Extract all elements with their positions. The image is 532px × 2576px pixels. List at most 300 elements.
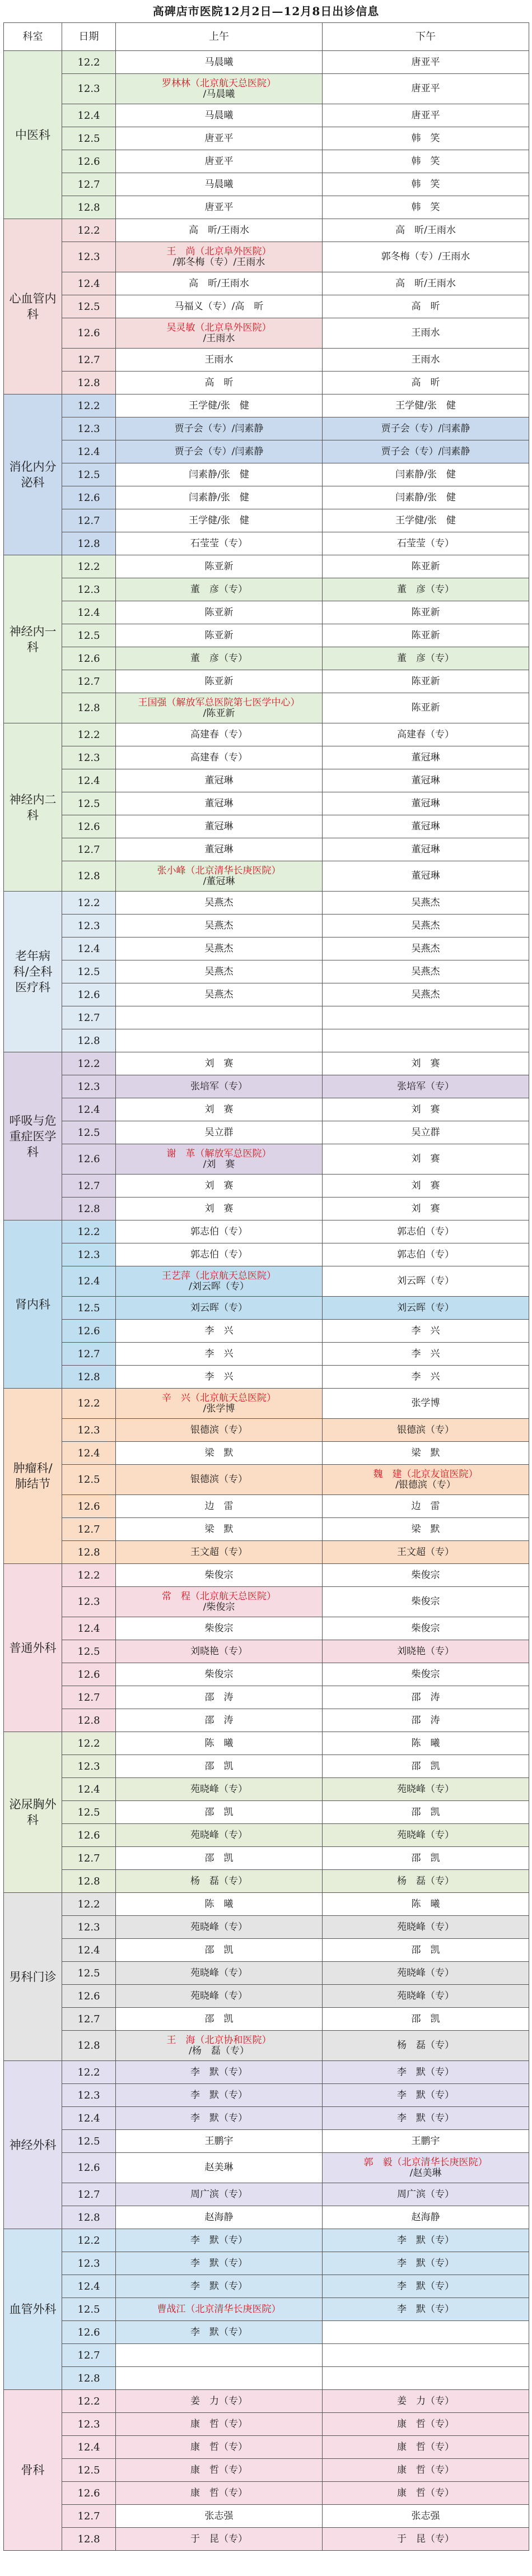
date-cell: 12.2 bbox=[62, 892, 116, 915]
afternoon-cell bbox=[323, 486, 529, 509]
morning-cell bbox=[116, 2153, 323, 2183]
schedule-row bbox=[4, 1518, 529, 1541]
schedule-row bbox=[4, 1732, 529, 1755]
doctor-name: 柴俊宗 bbox=[411, 1668, 440, 1680]
afternoon-cell bbox=[323, 1587, 529, 1617]
afternoon-cell bbox=[323, 1419, 529, 1442]
schedule-row bbox=[4, 792, 529, 815]
schedule-row bbox=[4, 624, 529, 647]
afternoon-cell bbox=[323, 463, 529, 486]
schedule-row bbox=[4, 150, 529, 173]
date-cell: 12.7 bbox=[62, 1343, 116, 1366]
doctor-name: 李 默（专） bbox=[397, 2112, 454, 2124]
morning-cell bbox=[116, 74, 323, 104]
afternoon-cell bbox=[323, 1389, 529, 1419]
afternoon-cell bbox=[323, 1962, 529, 1985]
doctor-name: 刘 赛 bbox=[204, 1103, 234, 1115]
morning-cell bbox=[116, 1587, 323, 1617]
afternoon-cell bbox=[323, 1709, 529, 1732]
date-cell: 12.3 bbox=[62, 1243, 116, 1266]
morning-cell bbox=[116, 815, 323, 838]
doctor-name: 李 兴 bbox=[411, 1325, 440, 1336]
doctor-name: 姜 力（专） bbox=[397, 2395, 454, 2407]
doctor-name: 马福义（专）/高 昕 bbox=[174, 300, 264, 312]
date-cell: 12.8 bbox=[62, 2031, 116, 2061]
doctor-name: 韩 笑 bbox=[411, 201, 440, 213]
doctor-name: 董冠琳 bbox=[411, 797, 440, 809]
doctor-name: 王学健/张 健 bbox=[189, 400, 249, 411]
morning-cell bbox=[116, 1893, 323, 1916]
doctor-name: 闫素静/张 健 bbox=[395, 468, 456, 480]
date-cell: 12.5 bbox=[62, 624, 116, 647]
schedule-row bbox=[4, 2367, 529, 2390]
doctor-name: 姜 力（专） bbox=[190, 2395, 248, 2407]
doctor-name: 梁 默 bbox=[204, 1447, 234, 1459]
date-cell: 12.4 bbox=[62, 1778, 116, 1801]
schedule-row bbox=[4, 1198, 529, 1220]
schedule-row bbox=[4, 2298, 529, 2321]
date-cell: 12.3 bbox=[62, 74, 116, 104]
schedule-row bbox=[4, 838, 529, 861]
morning-cell bbox=[116, 509, 323, 532]
afternoon-cell bbox=[323, 509, 529, 532]
schedule-row bbox=[4, 1006, 529, 1029]
afternoon-cell bbox=[323, 1985, 529, 2008]
morning-cell bbox=[116, 578, 323, 601]
schedule-row bbox=[4, 104, 529, 127]
doctor-name: 高 昕 bbox=[204, 377, 234, 388]
afternoon-cell bbox=[323, 2321, 529, 2344]
schedule-row bbox=[4, 1121, 529, 1144]
doctor-name: 马晨曦 bbox=[204, 109, 234, 121]
schedule-row bbox=[4, 2130, 529, 2153]
doctor-name: 陈 曦 bbox=[411, 1898, 440, 1910]
doctor-name: 董冠琳 bbox=[411, 774, 440, 786]
doctor-name: 陈亚新 bbox=[411, 702, 440, 713]
afternoon-cell bbox=[323, 1075, 529, 1098]
doctor-name: 陈亚新 bbox=[411, 675, 440, 687]
date-cell: 12.7 bbox=[62, 838, 116, 861]
doctor-name: 高建春（专） bbox=[397, 728, 454, 740]
doctor-name: 陈亚新 bbox=[204, 629, 234, 641]
afternoon-cell bbox=[323, 173, 529, 196]
schedule-row bbox=[4, 1587, 529, 1617]
morning-cell bbox=[116, 127, 323, 150]
doctor-name: 邵 涛 bbox=[411, 1691, 440, 1703]
doctor-name: 杨 磊（专） bbox=[397, 1875, 454, 1887]
schedule-row bbox=[4, 861, 529, 892]
doctor-name: 邵 凯 bbox=[204, 1852, 234, 1864]
date-cell: 12.2 bbox=[62, 2061, 116, 2084]
morning-cell bbox=[116, 647, 323, 670]
schedule-row bbox=[4, 1029, 529, 1052]
date-cell: 12.6 bbox=[62, 1320, 116, 1343]
doctor-name: 银德滨（专） bbox=[190, 1474, 248, 1485]
schedule-row bbox=[4, 2390, 529, 2413]
doctor-name: 李 默（专） bbox=[190, 2089, 248, 2101]
doctor-name: 王文超（专） bbox=[190, 1546, 248, 1558]
schedule-row bbox=[4, 2061, 529, 2084]
doctor-name: 边 雷 bbox=[204, 1500, 234, 1512]
doctor-name: 李 默（专） bbox=[397, 2234, 454, 2246]
schedule-row bbox=[4, 509, 529, 532]
afternoon-cell bbox=[323, 150, 529, 173]
morning-cell bbox=[116, 173, 323, 196]
afternoon-cell bbox=[323, 1175, 529, 1198]
doctor-name: 柴俊宗 bbox=[411, 1569, 440, 1581]
schedule-row bbox=[4, 127, 529, 150]
doctor-name: 李 兴 bbox=[204, 1371, 234, 1382]
doctor-name: 李 默（专） bbox=[190, 2234, 248, 2246]
afternoon-cell bbox=[323, 1006, 529, 1029]
schedule-row bbox=[4, 983, 529, 1006]
morning-cell bbox=[116, 2505, 323, 2528]
doctor-name: 李 默（专） bbox=[397, 2280, 454, 2292]
afternoon-cell bbox=[323, 647, 529, 670]
date-cell: 12.6 bbox=[62, 2482, 116, 2505]
doctor-name: 刘 赛 bbox=[411, 1057, 440, 1069]
external-doctor: 罗林林（北京航天总医院） bbox=[162, 77, 276, 89]
doctor-name: 董 彦（专） bbox=[397, 583, 454, 595]
morning-cell bbox=[116, 2528, 323, 2551]
schedule-row bbox=[4, 693, 529, 723]
doctor-name: 闫素静/张 健 bbox=[189, 491, 249, 503]
afternoon-cell bbox=[323, 1939, 529, 1962]
schedule-row bbox=[4, 2459, 529, 2482]
page-title: 高碑店市医院12月2日—12月8日出诊信息 bbox=[152, 4, 380, 18]
date-cell: 12.7 bbox=[62, 2183, 116, 2206]
doctor-name: 赵海静 bbox=[204, 2211, 234, 2223]
doctor-name: 马晨曦 bbox=[204, 56, 234, 68]
doctor-name: 柴俊宗 bbox=[204, 1622, 234, 1634]
morning-cell bbox=[116, 2252, 323, 2275]
date-cell: 12.2 bbox=[62, 555, 116, 578]
date-cell: 12.3 bbox=[62, 1755, 116, 1778]
doctor-name: 高 昕 bbox=[411, 300, 440, 312]
schedule-row bbox=[4, 1564, 529, 1587]
schedule-row bbox=[4, 1962, 529, 1985]
doctor-name: 高 昕/王雨水 bbox=[189, 277, 249, 289]
morning-cell bbox=[116, 1006, 323, 1029]
doctor-name: 王鹏宇 bbox=[204, 2135, 234, 2147]
schedule-row bbox=[4, 915, 529, 937]
morning-cell bbox=[116, 1518, 323, 1541]
schedule-row bbox=[4, 463, 529, 486]
doctor-name: 梁 默 bbox=[411, 1523, 440, 1535]
doctor-name: 邵 凯 bbox=[411, 1806, 440, 1818]
doctor-name: 李 兴 bbox=[204, 1325, 234, 1336]
morning-cell bbox=[116, 1266, 323, 1297]
morning-cell bbox=[116, 1801, 323, 1824]
afternoon-cell bbox=[323, 318, 529, 349]
afternoon-cell bbox=[323, 723, 529, 746]
doctor-name: 梁 默 bbox=[204, 1523, 234, 1535]
doctor-name: 李 默（专） bbox=[397, 2257, 454, 2269]
date-cell: 12.6 bbox=[62, 1824, 116, 1847]
doctor-name: 柴俊宗 bbox=[204, 1569, 234, 1581]
morning-cell bbox=[116, 1824, 323, 1847]
date-cell: 12.6 bbox=[62, 1495, 116, 1518]
afternoon-cell bbox=[323, 2390, 529, 2413]
schedule-row bbox=[4, 1052, 529, 1075]
doctor-name: 吴燕杰 bbox=[411, 988, 440, 1000]
afternoon-cell bbox=[323, 440, 529, 463]
morning-cell bbox=[116, 2390, 323, 2413]
afternoon-cell bbox=[323, 74, 529, 104]
doctor-name: 苑晓峰（专） bbox=[190, 1921, 248, 1933]
morning-cell bbox=[116, 861, 323, 892]
doctor-name: 陈亚新 bbox=[204, 675, 234, 687]
date-cell: 12.4 bbox=[62, 601, 116, 624]
afternoon-cell bbox=[323, 1732, 529, 1755]
external-doctor: 张小峰（北京清华长庚医院） bbox=[157, 865, 281, 876]
morning-cell bbox=[116, 937, 323, 960]
afternoon-cell bbox=[323, 1029, 529, 1052]
schedule-row bbox=[4, 2183, 529, 2206]
morning-cell bbox=[116, 1962, 323, 1985]
morning-cell bbox=[116, 2321, 323, 2344]
date-cell: 12.5 bbox=[62, 960, 116, 983]
doctor-name: 董 彦（专） bbox=[190, 583, 248, 595]
date-cell: 12.3 bbox=[62, 2084, 116, 2107]
doctor-name: 唐亚平 bbox=[411, 83, 440, 94]
date-cell: 12.7 bbox=[62, 1686, 116, 1709]
external-doctor: 常 程（北京航天总医院） bbox=[162, 1590, 276, 1602]
date-cell: 12.7 bbox=[62, 1518, 116, 1541]
doctor-name: 苑晓峰（专） bbox=[397, 1783, 454, 1795]
doctor-name: 郭冬梅（专）/王雨水 bbox=[381, 251, 470, 262]
doctor-name: 董冠琳 bbox=[204, 774, 234, 786]
schedule-row bbox=[4, 1640, 529, 1663]
morning-cell bbox=[116, 2436, 323, 2459]
doctor-name: 银德滨（专） bbox=[397, 1424, 454, 1436]
department-name: 呼吸与危重症医学科 bbox=[4, 1052, 62, 1220]
afternoon-cell bbox=[323, 915, 529, 937]
doctor-name: 吴燕杰 bbox=[411, 920, 440, 931]
date-cell: 12.4 bbox=[62, 440, 116, 463]
header-afternoon: 下午 bbox=[323, 23, 529, 51]
afternoon-cell bbox=[323, 1870, 529, 1893]
schedule-row bbox=[4, 1847, 529, 1870]
afternoon-cell bbox=[323, 937, 529, 960]
doctor-name: 王学健/张 健 bbox=[395, 400, 456, 411]
afternoon-cell bbox=[323, 2275, 529, 2298]
doctor-name: 陈亚新 bbox=[204, 606, 234, 618]
morning-cell bbox=[116, 1541, 323, 1564]
doctor-name: 刘云晖（专） bbox=[397, 1302, 454, 1313]
doctor-name: 王雨水 bbox=[411, 354, 440, 365]
doctor-name: 石莹莹（专） bbox=[397, 537, 454, 549]
afternoon-cell bbox=[323, 104, 529, 127]
doctor-name: 张学博 bbox=[411, 1398, 440, 1409]
date-cell: 12.3 bbox=[62, 746, 116, 769]
afternoon-cell bbox=[323, 2298, 529, 2321]
morning-cell bbox=[116, 2206, 323, 2229]
external-doctor: 谢 革（解放军总医院） bbox=[166, 1148, 272, 1159]
doctor-name: 吴燕杰 bbox=[411, 897, 440, 908]
doctor-name: 李 默（专） bbox=[190, 2326, 248, 2338]
morning-cell bbox=[116, 242, 323, 272]
doctor-name: 韩 笑 bbox=[411, 155, 440, 167]
doctor-name: 唐亚平 bbox=[411, 56, 440, 68]
schedule-row bbox=[4, 1366, 529, 1389]
date-cell: 12.8 bbox=[62, 2367, 116, 2390]
morning-cell bbox=[116, 219, 323, 242]
date-cell: 12.7 bbox=[62, 1847, 116, 1870]
schedule-row bbox=[4, 2107, 529, 2130]
schedule-row bbox=[4, 1320, 529, 1343]
doctor-name: 吴燕杰 bbox=[204, 988, 234, 1000]
schedule-row bbox=[4, 532, 529, 555]
schedule-row bbox=[4, 272, 529, 295]
morning-cell bbox=[116, 1052, 323, 1075]
header-department: 科室 bbox=[4, 23, 62, 51]
schedule-row bbox=[4, 601, 529, 624]
date-cell: 12.6 bbox=[62, 318, 116, 349]
afternoon-cell bbox=[323, 892, 529, 915]
external-doctor: 曹战江（北京清华长庚医院） bbox=[157, 2303, 281, 2315]
doctor-name: 吴燕杰 bbox=[204, 897, 234, 908]
morning-cell bbox=[116, 1098, 323, 1121]
doctor-name: 董 彦（专） bbox=[190, 652, 248, 664]
external-doctor: 王艺萍（北京航天总医院） bbox=[162, 1270, 276, 1282]
doctor-name: 赵海静 bbox=[411, 2211, 440, 2223]
doctor-name: 刘云晖（专） bbox=[397, 1275, 454, 1287]
doctor-name: 刘晓艳（专） bbox=[190, 1645, 248, 1657]
date-cell: 12.6 bbox=[62, 486, 116, 509]
schedule-row bbox=[4, 295, 529, 318]
morning-cell bbox=[116, 601, 323, 624]
doctor-name: 陈 曦 bbox=[204, 1898, 234, 1910]
date-cell: 12.2 bbox=[62, 2390, 116, 2413]
morning-cell bbox=[116, 1732, 323, 1755]
doctor-name: 康 哲（专） bbox=[190, 2464, 248, 2476]
doctor-name: 唐亚平 bbox=[204, 201, 234, 213]
afternoon-cell bbox=[323, 1916, 529, 1939]
doctor-name: /刘 赛 bbox=[203, 1158, 235, 1170]
schedule-row bbox=[4, 1893, 529, 1916]
date-cell: 12.8 bbox=[62, 2206, 116, 2229]
schedule-row bbox=[4, 2153, 529, 2183]
department-name: 肾内科 bbox=[4, 1220, 62, 1389]
schedule-row bbox=[4, 555, 529, 578]
date-cell: 12.7 bbox=[62, 2008, 116, 2031]
morning-cell bbox=[116, 2344, 323, 2367]
doctor-name: 陈亚新 bbox=[411, 606, 440, 618]
afternoon-cell bbox=[323, 2183, 529, 2206]
doctor-name: 唐亚平 bbox=[204, 132, 234, 144]
doctor-name: 邵 凯 bbox=[411, 1852, 440, 1864]
morning-cell bbox=[116, 2031, 323, 2061]
doctor-name: /柴俊宗 bbox=[203, 1601, 235, 1613]
doctor-name: 邵 凯 bbox=[411, 1944, 440, 1956]
morning-cell bbox=[116, 1617, 323, 1640]
afternoon-cell bbox=[323, 2153, 529, 2183]
afternoon-cell bbox=[323, 1564, 529, 1587]
doctor-name: 刘 赛 bbox=[204, 1203, 234, 1214]
afternoon-cell bbox=[323, 2413, 529, 2436]
afternoon-cell bbox=[323, 196, 529, 219]
date-cell: 12.5 bbox=[62, 1640, 116, 1663]
doctor-name: 吴燕杰 bbox=[204, 920, 234, 931]
schedule-row bbox=[4, 1916, 529, 1939]
doctor-name: 柴俊宗 bbox=[411, 1596, 440, 1607]
morning-cell bbox=[116, 2459, 323, 2482]
doctor-name: /董冠琳 bbox=[203, 875, 235, 887]
doctor-name: 于 昆（专） bbox=[190, 2533, 248, 2545]
schedule-row bbox=[4, 723, 529, 746]
doctor-name: 刘云晖（专） bbox=[190, 1302, 248, 1313]
date-cell: 12.8 bbox=[62, 1709, 116, 1732]
morning-cell bbox=[116, 1465, 323, 1495]
doctor-name: 陈 曦 bbox=[204, 1737, 234, 1749]
doctor-name: 贾子会（专）/闫素静 bbox=[174, 423, 264, 434]
doctor-name: 石莹莹（专） bbox=[190, 537, 248, 549]
doctor-name: 邵 涛 bbox=[204, 1714, 234, 1726]
doctor-name: 吴燕杰 bbox=[411, 943, 440, 954]
morning-cell bbox=[116, 1847, 323, 1870]
doctor-name: 吴立群 bbox=[411, 1126, 440, 1138]
external-doctor: 王 尚（北京阜外医院） bbox=[166, 245, 272, 257]
afternoon-cell bbox=[323, 1320, 529, 1343]
department-name: 骨科 bbox=[4, 2390, 62, 2551]
date-cell: 12.6 bbox=[62, 1144, 116, 1175]
doctor-name: /郭冬梅（专）/王雨水 bbox=[172, 256, 265, 268]
schedule-row bbox=[4, 2528, 529, 2551]
morning-cell bbox=[116, 915, 323, 937]
schedule-row bbox=[4, 746, 529, 769]
schedule-row bbox=[4, 417, 529, 440]
morning-cell bbox=[116, 838, 323, 861]
afternoon-cell bbox=[323, 2107, 529, 2130]
schedule-row bbox=[4, 1243, 529, 1266]
date-cell: 12.4 bbox=[62, 1939, 116, 1962]
doctor-name: 李 默（专） bbox=[190, 2112, 248, 2124]
afternoon-cell bbox=[323, 1465, 529, 1495]
schedule-row bbox=[4, 2252, 529, 2275]
morning-cell bbox=[116, 2482, 323, 2505]
department-name: 神经内二科 bbox=[4, 723, 62, 892]
schedule-row bbox=[4, 372, 529, 394]
afternoon-cell bbox=[323, 838, 529, 861]
morning-cell bbox=[116, 2183, 323, 2206]
afternoon-cell bbox=[323, 578, 529, 601]
morning-cell bbox=[116, 1198, 323, 1220]
doctor-name: 贾子会（专）/闫素静 bbox=[381, 423, 470, 434]
doctor-name: 李 默（专） bbox=[190, 2257, 248, 2269]
date-cell: 12.2 bbox=[62, 2229, 116, 2252]
afternoon-cell bbox=[323, 295, 529, 318]
afternoon-cell bbox=[323, 2482, 529, 2505]
afternoon-cell bbox=[323, 1663, 529, 1686]
doctor-name: 李 默（专） bbox=[397, 2089, 454, 2101]
schedule-row bbox=[4, 1939, 529, 1962]
doctor-name: 康 哲（专） bbox=[397, 2464, 454, 2476]
date-cell: 12.2 bbox=[62, 1564, 116, 1587]
date-cell: 12.7 bbox=[62, 2344, 116, 2367]
date-cell: 12.5 bbox=[62, 1121, 116, 1144]
doctor-name: 李 兴 bbox=[204, 1348, 234, 1359]
morning-cell bbox=[116, 1778, 323, 1801]
doctor-name: 李 默（专） bbox=[397, 2303, 454, 2315]
doctor-name: 邵 涛 bbox=[411, 1714, 440, 1726]
doctor-name: 邵 凯 bbox=[204, 1944, 234, 1956]
doctor-name: 柴俊宗 bbox=[411, 1622, 440, 1634]
schedule-row bbox=[4, 51, 529, 74]
date-cell: 12.7 bbox=[62, 173, 116, 196]
date-cell: 12.2 bbox=[62, 1732, 116, 1755]
schedule-row bbox=[4, 2482, 529, 2505]
